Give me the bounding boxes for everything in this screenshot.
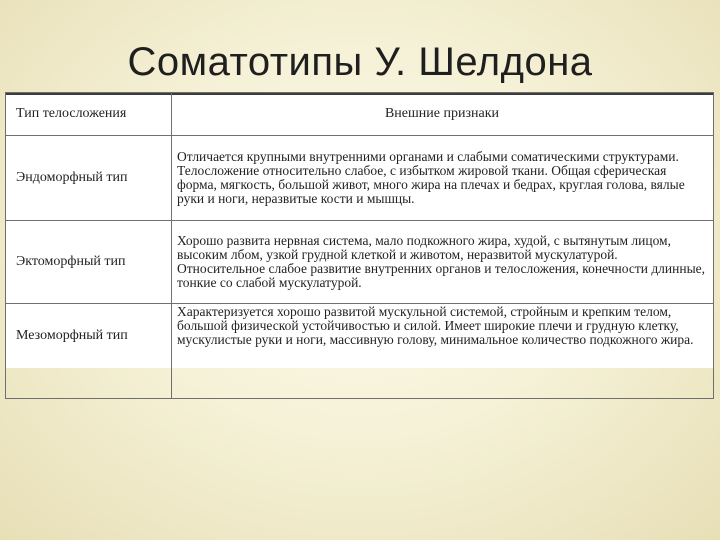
row-type-label: Мезоморфный тип (6, 304, 172, 399)
table-row-ectomorph (6, 221, 714, 304)
header-external-signs: Внешние признаки (172, 93, 714, 136)
row-description: Характеризуется хорошо развитой мускульной системой, стройным и крепким телом, большой физической устойчивостью и силой. Имеет широкие плечи и грудную клетку, мускулистые руки и ноги, массивную голову, минимальное количество подкожного жира. (172, 304, 714, 399)
row-description: Хорошо развита нервная система, мало подкожного жира, худой, с вытянутым лицом, высоким лбом, узкой грудной клеткой и животом, неразвитой мускулатурой. Относительное слабое развитие внутренних органов и телосложения, конечности длинные, тонкие со слабой мускулатурой. (172, 221, 714, 304)
table-row-mesomorph (6, 304, 714, 399)
header-body-type: Тип телосложения (6, 93, 172, 136)
row-type-label: Эктоморфный тип (6, 221, 172, 304)
row-description: Отличается крупными внутренними органами и слабыми соматическими структурами. Телосложение относительно слабое, с избытком жировой ткани. Общая сферическая форма, мягкость, большой живот, много жира на плечах и бедрах, круглая голова, вялые руки и ноги, неразвитые кости и мышцы. (172, 136, 714, 221)
table-row-endomorph (6, 136, 714, 221)
slide-title: Соматотипы У. Шелдона (127, 40, 593, 84)
somatotype-table (5, 92, 714, 399)
somatotype-table-image (5, 92, 714, 368)
row-type-label: Эндоморфный тип (6, 136, 172, 221)
table-header-row (6, 93, 714, 136)
